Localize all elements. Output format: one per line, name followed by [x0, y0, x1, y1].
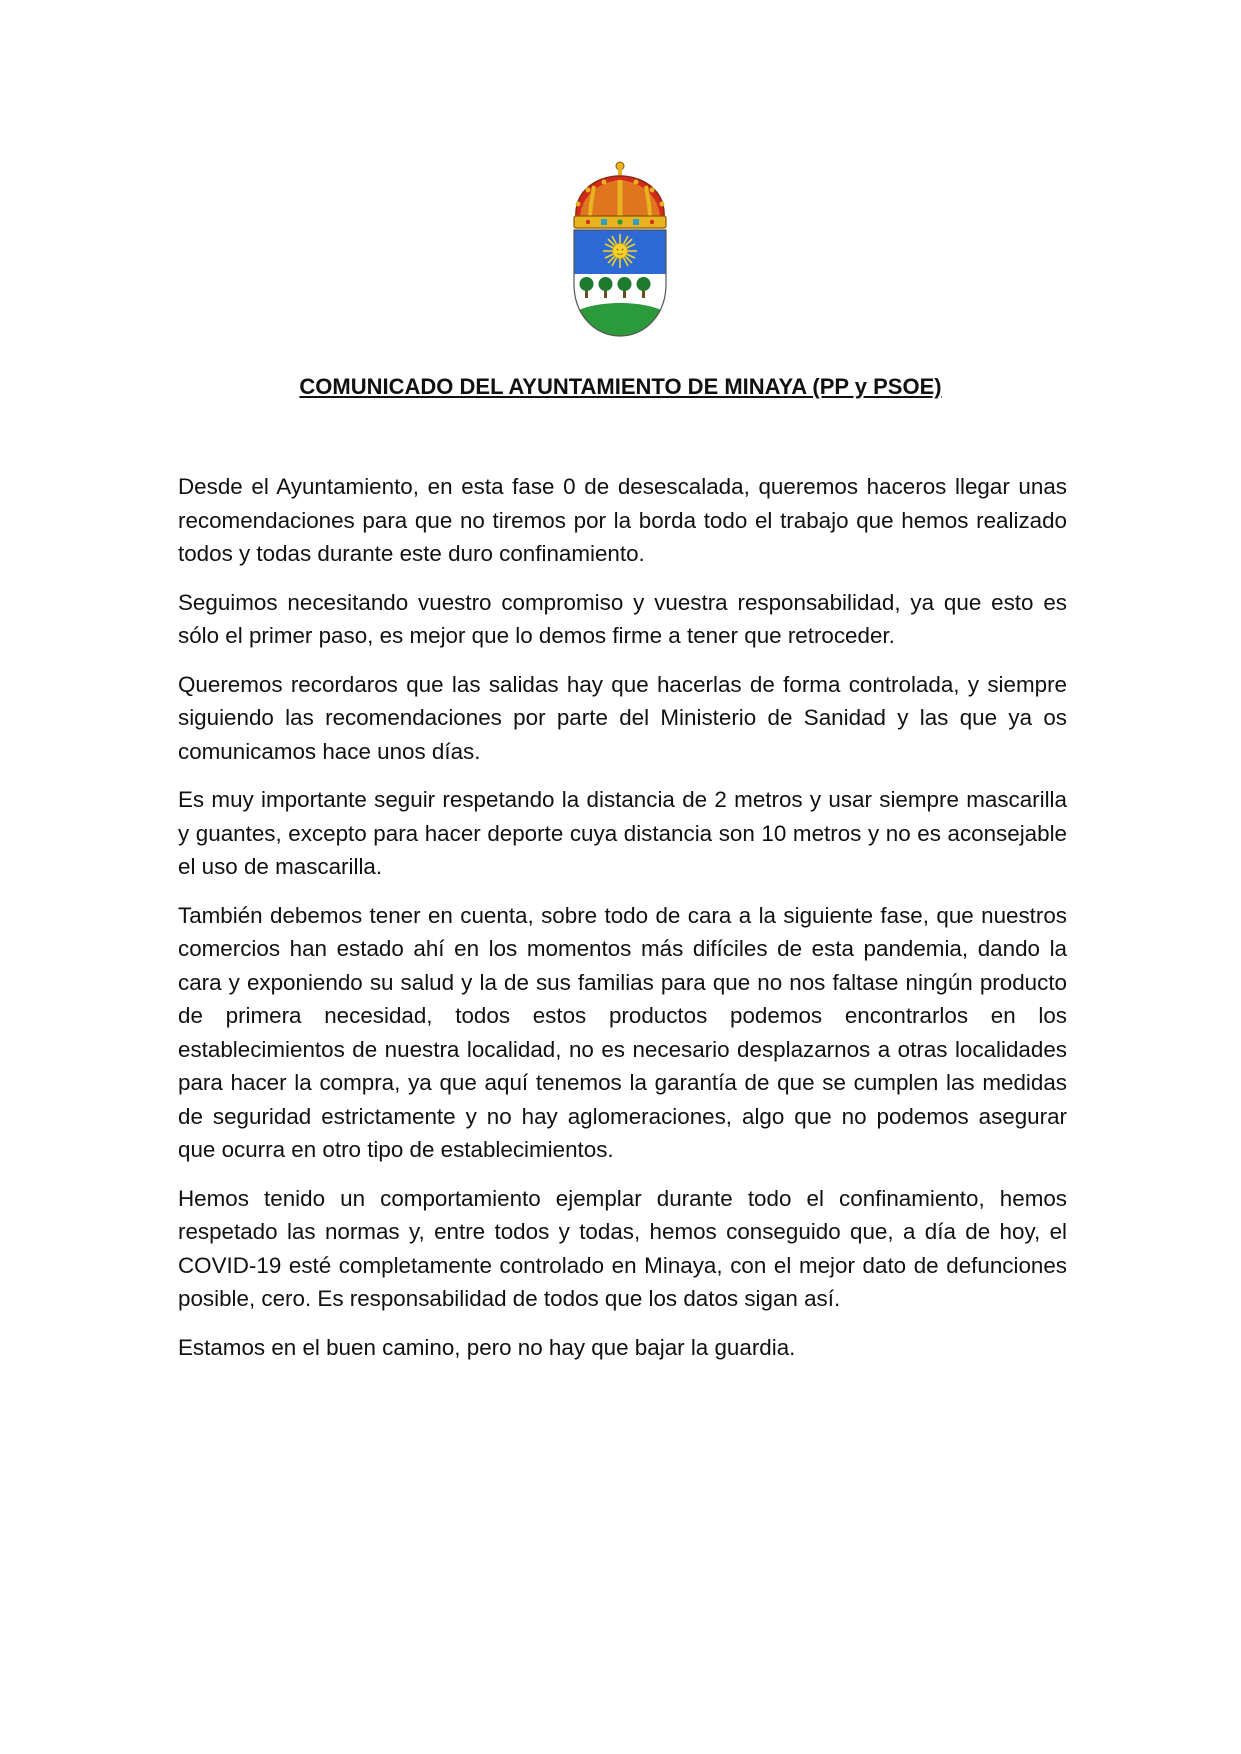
paragraph: Desde el Ayuntamiento, en esta fase 0 de desescalada, queremos haceros llegar unas recomendaciones para que no tiremos por la borda todo el trabajo que hemos realizado todos y todas durante este duro confinamiento. — [178, 474, 1067, 566]
paragraph: Seguimos necesitando vuestro compromiso y vuestra responsabilidad, ya que esto es sólo el primer paso, es mejor que lo demos firme a tener que retroceder. — [178, 589, 1067, 648]
sun-icon — [603, 234, 637, 268]
paragraph: Queremos recordaros que las salidas hay que hacerlas de forma controlada, y siempre siguiendo las recomendaciones por parte del Ministerio de Sanidad y las que ya os comunicamos hace unos días. — [178, 671, 1067, 764]
paragraph: Hemos tenido un comportamiento ejemplar durante todo el confinamiento, hemos respetado las normas y, entre todos y todas, hemos conseguido que, a día de hoy, el COVID-19 esté completamente controlado en Minaya, con el mejor dato de defunciones posible, cero. Es responsabilidad de todos que los datos sigan así. — [178, 1185, 1067, 1311]
paragraph: Es muy importante seguir respetando la distancia de 2 metros y usar siempre mascarilla y guantes, excepto para hacer deporte cuya distancia son 10 metros y no es aconsejable el uso de mascarilla. — [178, 787, 1067, 879]
paragraph: Estamos en el buen camino, pero no hay que bajar la guardia. — [178, 1334, 796, 1360]
coat-of-arms-icon — [568, 160, 672, 338]
document-body — [178, 470, 1067, 1379]
shield-icon — [574, 230, 666, 338]
crown-icon — [574, 162, 666, 228]
paragraph: También debemos tener en cuenta, sobre todo de cara a la siguiente fase, que nuestros comercios han estado ahí en los momentos más difíciles de esta pandemia, dando la cara y exponiendo su salud y la de sus familias para que no nos faltase ningún producto de primera necesidad, todos estos productos podemos encontrarlos en los establecimientos de nuestra localidad, no es necesario desplazarnos a otras localidades para hacer la compra, ya que aquí tenemos la garantía de que se cumplen las medidas de seguridad estrictamente y no hay aglomeraciones, algo que no podemos asegurar que ocurra en otro tipo de establecimientos. — [178, 902, 1067, 1162]
document-title: COMUNICADO DEL AYUNTAMIENTO DE MINAYA (PP y PSOE) — [299, 374, 942, 399]
